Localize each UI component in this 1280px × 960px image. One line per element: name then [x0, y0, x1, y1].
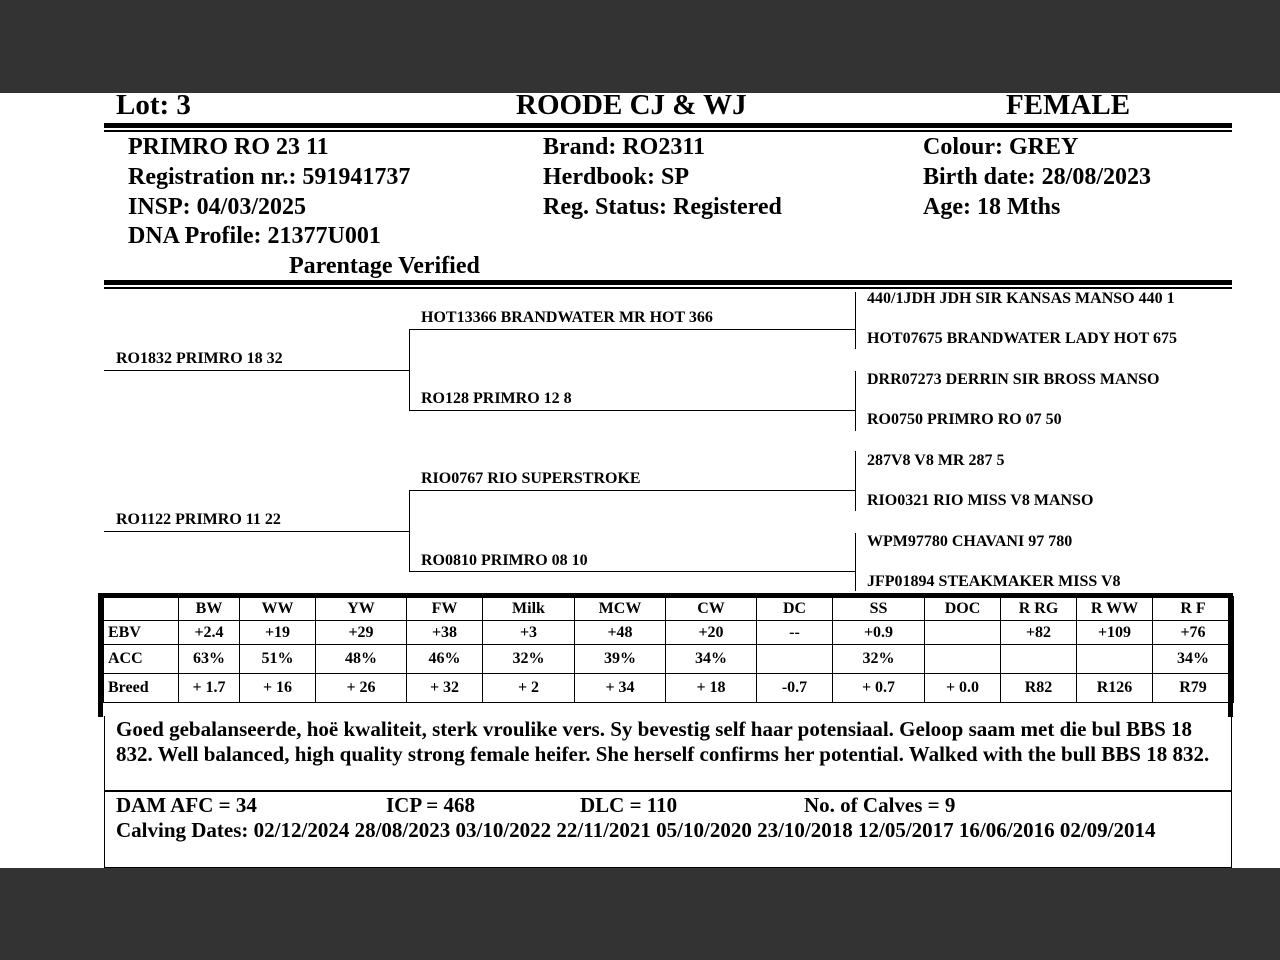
table-cell: + 2 — [483, 674, 575, 703]
table-header-cell: YW — [316, 597, 407, 621]
table-header-cell: SS — [833, 597, 925, 621]
table-cell: +48 — [575, 621, 666, 645]
catalogue-page — [0, 89, 1280, 868]
table-header-cell: DOC — [925, 597, 1001, 621]
table-header-cell: CW — [666, 597, 757, 621]
table-header-cell: MCW — [575, 597, 666, 621]
table-cell: +20 — [666, 621, 757, 645]
table-cell — [925, 645, 1001, 674]
table-cell: -0.7 — [757, 674, 833, 703]
table-row-label: EBV — [104, 621, 179, 645]
table-header-cell: R RG — [1001, 597, 1077, 621]
sire-bracket — [409, 329, 410, 411]
sex-label: FEMALE — [1006, 89, 1131, 121]
pedigree-ggp-7: WPM97780 CHAVANI 97 780 — [867, 533, 1073, 550]
dam-dlc: DLC = 110 — [580, 793, 678, 817]
dna-profile: DNA Profile: 21377U001 — [128, 223, 381, 249]
ggp-bracket-2 — [855, 371, 856, 431]
pedigree-dam-sire: RIO0767 RIO SUPERSTROKE — [421, 470, 641, 487]
table-cell: 34% — [666, 645, 757, 674]
table-cell: 46% — [407, 645, 483, 674]
table-cell: +82 — [1001, 621, 1077, 645]
table-cell: 48% — [316, 645, 407, 674]
dam-line — [104, 531, 409, 532]
table-cell: 63% — [179, 645, 240, 674]
dam-stats-row — [116, 793, 1220, 818]
table-cell — [1077, 645, 1153, 674]
table-cell: R79 — [1153, 674, 1234, 703]
pedigree-sire-sire: HOT13366 BRANDWATER MR HOT 366 — [421, 309, 713, 326]
info-divider-thick — [104, 280, 1232, 285]
ebv-header-row — [104, 597, 1234, 621]
age: Age: 18 Mths — [923, 194, 1061, 220]
animal-comment: Goed gebalanseerde, hoë kwaliteit, sterk vroulike vers. Sy bevestig self haar potensiaal. Geloop saam met die bul BBS 18 832. Well balanced, high quality strong female heifer. She herself confirms her potential. Walked with the bull BBS 18 832. — [104, 716, 1232, 791]
lot-number: Lot: 3 — [116, 89, 191, 121]
table-cell: + 32 — [407, 674, 483, 703]
table-header-cell: DC — [757, 597, 833, 621]
table-row — [104, 674, 1234, 703]
pedigree-ggp-6: RIO0321 RIO MISS V8 MANSO — [867, 492, 1094, 509]
table-header-cell: BW — [179, 597, 240, 621]
table-cell: + 18 — [666, 674, 757, 703]
table-cell: + 34 — [575, 674, 666, 703]
table-header-cell: Milk — [483, 597, 575, 621]
table-cell: +76 — [1153, 621, 1234, 645]
table-header-cell: R F — [1153, 597, 1234, 621]
table-cell: +38 — [407, 621, 483, 645]
pedigree-ggp-1: 440/1JDH JDH SIR KANSAS MANSO 440 1 — [867, 290, 1175, 307]
table-header-cell: WW — [240, 597, 316, 621]
calving-dates: Calving Dates: 02/12/2024 28/08/2023 03/10/2022 22/11/2021 05/10/2020 23/10/2018 12/05/2017 16/06/2016 02/09/2014 — [116, 818, 1156, 842]
table-cell: R126 — [1077, 674, 1153, 703]
dam-calves-count: No. of Calves = 9 — [804, 793, 956, 817]
table-cell: +2.4 — [179, 621, 240, 645]
pedigree-ggp-5: 287V8 V8 MR 287 5 — [867, 452, 1005, 469]
table-cell: 32% — [833, 645, 925, 674]
ebv-table — [103, 596, 1234, 703]
table-cell — [757, 645, 833, 674]
dam-icp: ICP = 468 — [386, 793, 475, 817]
pedigree-ggp-4: RO0750 PRIMRO RO 07 50 — [867, 411, 1062, 428]
sire-line — [104, 370, 409, 371]
pedigree-sire-dam: RO128 PRIMRO 12 8 — [421, 390, 572, 407]
ggp-bracket-1 — [855, 292, 856, 349]
table-cell: 34% — [1153, 645, 1234, 674]
table-cell: 39% — [575, 645, 666, 674]
parentage-status: Parentage Verified — [289, 253, 480, 279]
herdbook: Herdbook: SP — [543, 164, 690, 190]
table-cell: + 26 — [316, 674, 407, 703]
table-row — [104, 645, 1234, 674]
pedigree-ggp-3: DRR07273 DERRIN SIR BROSS MANSO — [867, 371, 1160, 388]
table-cell — [925, 621, 1001, 645]
table-row-label: ACC — [104, 645, 179, 674]
table-cell: + 0.7 — [833, 674, 925, 703]
pedigree-ggp-8: JFP01894 STEAKMAKER MISS V8 — [867, 573, 1121, 590]
table-cell: + 1.7 — [179, 674, 240, 703]
birth-date: Birth date: 28/08/2023 — [923, 164, 1151, 190]
dam-dam-line — [409, 571, 855, 572]
sire-dam-line — [409, 410, 855, 411]
table-cell: + 0.0 — [925, 674, 1001, 703]
animal-name: PRIMRO RO 23 11 — [128, 134, 329, 160]
table-row-label: Breed — [104, 674, 179, 703]
brand: Brand: RO2311 — [543, 134, 706, 160]
pedigree-ggp-2: HOT07675 BRANDWATER LADY HOT 675 — [867, 330, 1177, 347]
pedigree-dam-dam: RO0810 PRIMRO 08 10 — [421, 552, 588, 569]
table-cell: +109 — [1077, 621, 1153, 645]
inspection-date: INSP: 04/03/2025 — [128, 194, 307, 220]
table-cell: +19 — [240, 621, 316, 645]
dam-sire-line — [409, 490, 855, 491]
info-divider-thin — [104, 287, 1232, 289]
table-cell: +0.9 — [833, 621, 925, 645]
table-header-cell: FW — [407, 597, 483, 621]
table-header-cell — [104, 597, 179, 621]
table-cell: + 16 — [240, 674, 316, 703]
table-cell — [1001, 645, 1077, 674]
ggp-bracket-3 — [855, 451, 856, 511]
registration-number: Registration nr.: 591941737 — [128, 164, 411, 190]
dam-afc: DAM AFC = 34 — [116, 793, 257, 817]
sire-sire-line — [409, 329, 855, 330]
header-divider-thick — [104, 123, 1232, 128]
dam-stats-block — [104, 791, 1232, 868]
breeder-name: ROODE CJ & WJ — [516, 89, 747, 121]
table-cell: +29 — [316, 621, 407, 645]
table-cell: 51% — [240, 645, 316, 674]
registration-status: Reg. Status: Registered — [543, 194, 782, 220]
pedigree-dam: RO1122 PRIMRO 11 22 — [116, 511, 281, 528]
pedigree-sire: RO1832 PRIMRO 18 32 — [116, 350, 283, 367]
colour: Colour: GREY — [923, 134, 1079, 160]
table-cell: 32% — [483, 645, 575, 674]
table-cell: R82 — [1001, 674, 1077, 703]
table-cell: -- — [757, 621, 833, 645]
table-header-cell: R WW — [1077, 597, 1153, 621]
table-row — [104, 621, 1234, 645]
dam-bracket — [409, 490, 410, 572]
table-cell: +3 — [483, 621, 575, 645]
ggp-bracket-4 — [855, 533, 856, 591]
